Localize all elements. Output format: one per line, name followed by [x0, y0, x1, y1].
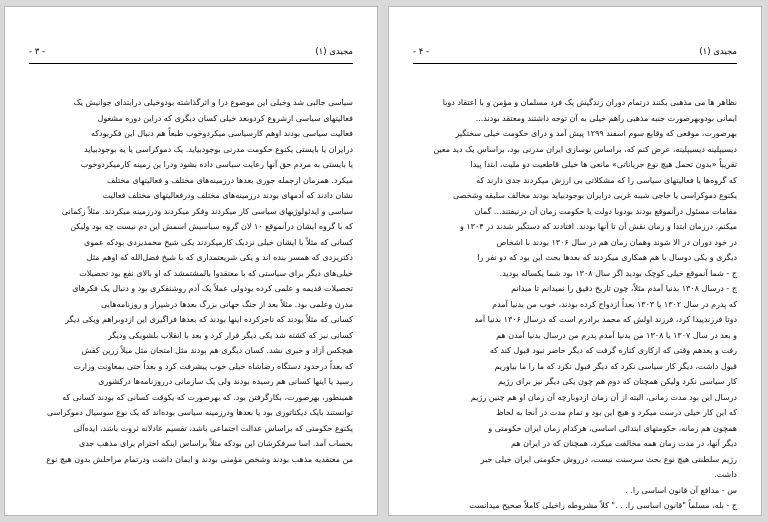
text-line: میکرد. همزمان ازجمله جوری بعدها درزمینه‌های مختلف و فعالیتهای مختلف: [107, 175, 353, 185]
text-line: ج - بله، مسلماً "قانون اساسی را. . ." کلاً مشروطه راخیلی کاملاً صحیح میدانست: [469, 501, 737, 510]
text-line: نشان دادند که آدمهای بودند درزمینه‌های مختلف ودرفعالیتهای مختلف فعالیت: [102, 191, 353, 200]
left-page: [4, 6, 378, 516]
text-line: هیچکس آزاد و خبری نشد. کسان دیگری هم بودند مثل امتحان مثل میلاً زرین کفش: [81, 346, 353, 355]
text-line: مدرن وعلمی بود. مثلاً بعد از جنگ جهانی بزرگ بعدها درشیراز و روزنامه‌هایی: [101, 299, 353, 309]
text-line: یکنوع حکومتی که براساس عدالت اجتماعی باشد، تقسیم عادلانه ثروت باشد، ایده‌آلی: [73, 423, 353, 433]
header-title: مجیدی (۱): [315, 47, 353, 57]
text-line: همچون هم زمانه، حکومتهای ابتدائی اساسی، هرکدام زمان ایران حکومتی و: [488, 423, 737, 433]
text-line: ج - شما آنموقع خیلی کوچک بودید اگر سال ۱۳۰۸ بود شما یکساله بودید.: [499, 268, 737, 278]
text-line: درسال این بود مدت زمانی، البته از آن زمان ازدوبارچه آن زمان او هم چنین رژیم: [470, 392, 737, 402]
text-line: کسانی نیز که کشته شد یکی دیگر فرار کرد و بعد با انقلاب بلشویکی ودیگر: [107, 330, 353, 340]
text-line: س - مدافع آن قانون اساسی را. .: [625, 485, 737, 495]
text-line: میکنم، درزمان ابتدا و زمان نقش آن تا آنها بودند. افتادند که دستگیر شدند در ۱۳۰۴ و: [459, 222, 737, 231]
header-rule: [29, 63, 353, 64]
text-line: نظاهر ها می مذهبی بکنند درتمام دوران زندگیش یک فرد مسلمان و مؤمن و با اعتقاد دوبا: [442, 98, 737, 107]
text-line: ایمانی بودوبهرصورت جنبه مذهبی راهم خیلی به آن توجه داشتند ومعتقد بودند...: [475, 113, 737, 123]
text-line: دوتا فرزندپیدا کرد، فرزند اولش که محمد برادرم است که درسال ۱۳۰۶ بدنیا آمد: [474, 315, 737, 324]
text-line: و بعد در سال ۱۳۰۷ یا ۱۳۰۸ من بدنیا آمدم پدرم من درسال بدنیا آمدن هم: [496, 330, 737, 340]
text-line: یا بایستی به مردم حق آنها رعایت سیاسی داده بشود ودرا ین زمینه کارمیکردوخوب: [80, 160, 353, 169]
page-header: [413, 47, 737, 61]
text-line: دیگری و یکی دوسال با هم همکاری میکردند که بعدها بحث این بود که دو نفر را: [477, 253, 737, 262]
text-line: همینطور، بهرصورت، بکارگرفتن بود. که بهرصورت که یکوقت کسانی که بودند کسانی که: [62, 392, 353, 402]
text-line: فعالیتهای سیاسی ازشروع کردوبعد خیلی کسان دیگری که دراین دوره مشغول: [97, 113, 353, 123]
text-line: کار سیاسی نکرد ولیکن همچنان که دوم هم چون یکی دیگر نیز برای رژیم: [497, 377, 737, 386]
text-line: سیاسی جالبی شد وخیلی این موضوع درا و اثرگذاشته بودوخیلی درابتدای جوانیش یک: [73, 98, 353, 107]
text-line: تقریباً «بدون تحمل هیچ نوع جریاناتی» مانعی ها خیلی قاطعیت دو ملیت، ابتدا پیدا: [470, 160, 737, 169]
text-line: که این کار خیلی درست میکرد و هیچ این بود و تمام مدت در آنجا به لحاظ: [496, 408, 737, 417]
text-line: دیگر آنها، در مدت زمان همه مخالفت میکرد، همچنان که در ایران هم: [511, 439, 737, 448]
text-line: درایران یا بایستی یکنوع حکومت مدرنی بوجودبیاید. یک دموکراسی یا یه بوجودبیاید: [84, 144, 353, 154]
text-line: خیلی‌های دیگر برای سیاستی که با معتقدوا بالمشتمشد که او بالای نفع بود تحصیلات: [79, 268, 353, 278]
text-line: که بعداً درحدود دستگاه رضاشاه خیلی خوب پیشرفت کرد و بعداً حتی بمعاونت وزارت: [73, 361, 353, 371]
text-line: فعالیت سیاسی بودند اوهم کارسیاسی میکردوخوب طبعاً هم دنبال این فکربودکه: [90, 129, 353, 138]
text-line: کسانی که مثلاً با ایشان خیلی نزدیک کارمیکردند یکی شیخ محمدیزدی بودکه عموی: [84, 237, 353, 247]
page-number: - ۳ -: [29, 47, 46, 57]
text-line: کسانی که مثلاً بودند که تاجرکرده اینها بودند که بعدها فراگیری این ازدوبراهم ویکی دیگر: [65, 315, 353, 324]
text-line: مقامات مسئول درآنموقع بودند بودوبا دولت یا حکومت زمان آن درنیفتند... گمان: [474, 206, 737, 216]
text-line: دکتریزدی که همسر بنده اند و یکی شریعتمداری که با شیخ فضل‌الله که اوهم مثل: [86, 253, 353, 262]
text-line: که با گروه ایشان درآنموقع ۱۰ لان گروه سیاسیش اسمش این دم نیست چه بود ولیکن: [70, 222, 353, 231]
text-line: من معتقدیه مذهب بودند وشخص مؤمنی بودند و ایمان داشت ودرتمام مراحلش بدون هیچ نوع: [46, 454, 353, 464]
text-line: رسید یا اینها کسانی هم رسیده بودند ولی یک سازمانی درروزنامه‌ها درکشوری: [98, 377, 353, 386]
text-line: سیاسی و ایدئولوژیهای سیاسی کار میکردند وفکر میکردند ودرزمینه میکردند. مثلاً زکمانی: [61, 206, 353, 216]
header-title: مجیدی (۱): [699, 47, 737, 57]
text-line: داشت.: [714, 470, 737, 479]
header-rule: [413, 63, 737, 64]
text-line: بحساب آمد. اسا سرفکرشان این بودکه مثلاً براساس اینکه احترام برای مذهب جدی: [78, 439, 353, 448]
text-line: یکنوع دموکراسی یا حاجی شیبه غربی درایران بوجودبیاید بودند مخالف سلیقه وشخصی: [453, 191, 737, 200]
text-line: تحصیلات قدیمه و علمی کرده بودولی عملاً یک آدم روشنفکری بود و دنبال یک فکرهای: [72, 284, 353, 293]
text-line: رفت و بعدهم وقتی که ازکاری کناره گرفت که دیگر حاضر نبود قبول کند که: [489, 346, 737, 355]
text-line: قبول داشت، دیگر کار سیاسی نکرد که دیگر قبول نکرد که ما را ما بیاوریم: [494, 361, 737, 371]
text-line: بهرصورت، موقعی که وقایع سوم اسفند ۱۲۹۹ پیش آمد و درای حکومت خیلی سختگیر: [455, 129, 737, 138]
text-line: در خود دوران در الا شوند وهمان زمان هم در سال ۱۳۰۶ بودند با اشخاص: [496, 237, 737, 247]
page-number: - ۴ -: [413, 47, 430, 57]
page-header: [29, 47, 353, 61]
right-page: [388, 6, 762, 516]
text-line: که پدرم در سال ۱۳۰۲ یا ۱۳۰۳ بعداً ازدواج کرده بودند، خوب من بدنیا آمدم: [492, 299, 737, 309]
text-line: دیسیپلینه دیسیپلینه، عرض کنم که، براساس نوسازی ایران مدرنی بود، براساس یک دید معین: [433, 144, 737, 154]
text-line: ج - درسال ۱۳۰۸ بدنیا آمدم مثلاً، چون تاریخ دقیق را نمیدانم تا میدانم: [511, 284, 737, 293]
page-body: [29, 95, 353, 467]
text-line: رژیم سلطنتی هیچ نوع بحث سرسنت نیست، درروش حکومتی ایران خیلی جبر: [480, 454, 737, 464]
text-line: که گروه‌ها یا فعالیتهای سیاسی را که مشکلاتی بی ارزش میکردند جدی دارند که: [476, 175, 737, 185]
text-line: توانستند بایک دیکتاتوری بود یا بعدها ودرزمینه سیاسی بوده‌اند که یک نوع سوسیال دموکراسی: [46, 408, 353, 417]
page-body: [413, 95, 737, 514]
